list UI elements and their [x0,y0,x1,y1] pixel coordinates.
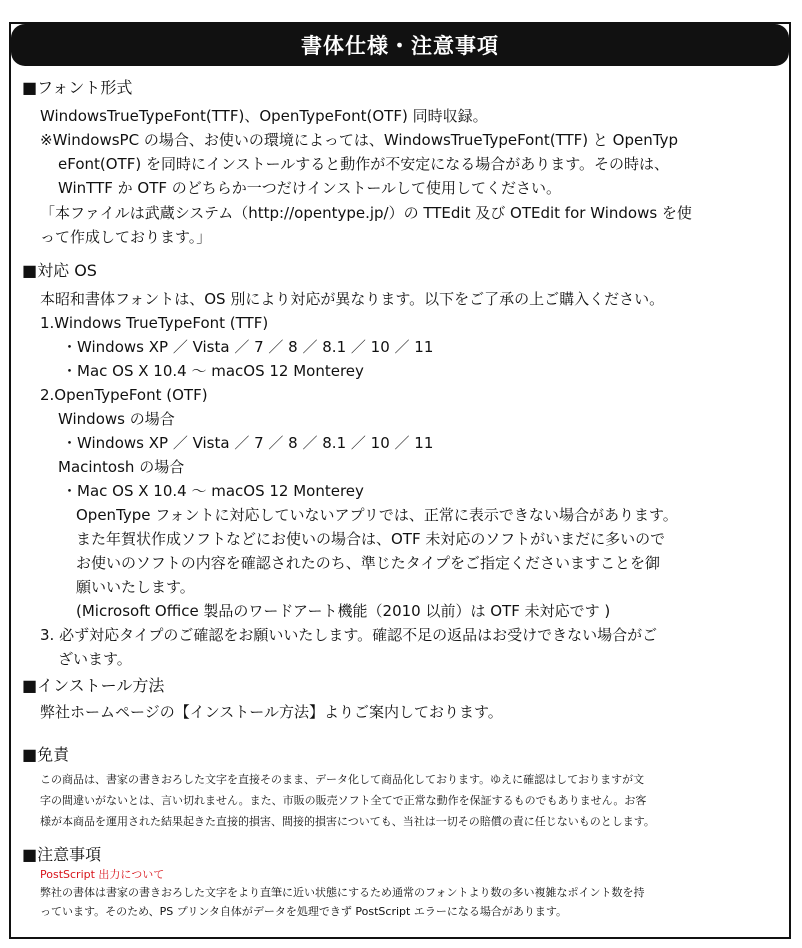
disclaimer-heading: ■免責 [22,745,70,764]
os-line: Macintosh の場合 [58,458,185,476]
os-line: ・Mac OS X 10.4 〜 macOS 12 Monterey [62,482,364,500]
font-format-line: ※WindowsPC の場合、お使いの環境によっては、WindowsTrueTypeFont(TTF) と OpenTyp [40,131,678,149]
notes-heading: ■注意事項 [22,845,102,864]
notes-line: っています。そのため、PS プリンタ自体がデータを処理できず PostScript エラーになる場合があります。 [40,905,567,918]
font-format-line: WinTTF か OTF のどちらか一つだけインストールして使用してください。 [58,179,562,197]
os-line: 本昭和書体フォントは、OS 別により対応が異なります。以下をご了承の上ご購入ください。 [40,290,665,308]
page-title: 書体仕様・注意事項 [301,34,499,58]
disclaimer-line: 字の間違いがないとは、言い切れません。また、市販の販売ソフト全てで正常な動作を保証するものでもありません。お客 [40,794,647,807]
font-format-line: 「本ファイルは武蔵システム（http://opentype.jp/）の TTEdit 及び OTEdit for Windows を使 [40,204,692,222]
font-format-line: eFont(OTF) を同時にインストールすると動作が不安定になる場合があります。その時は、 [58,155,670,173]
postscript-subheading: PostScript 出力について [40,868,165,881]
os-line: ざいます。 [58,650,132,668]
os-line: お使いのソフトの内容を確認されたのち、準じたタイプをご指定くださいますことを御 [76,554,660,572]
disclaimer-line: この商品は、書家の書きおろした文字を直接そのまま、データ化して商品化しております。ゆえに確認はしておりますが文 [40,773,645,786]
os-line: ・Windows XP ／ Vista ／ 7 ／ 8 ／ 8.1 ／ 10 ／ 11 [62,338,434,356]
disclaimer-line: 様が本商品を運用された結果起きた直接的損害、間接的損害についても、当社は一切その賠償の責に任じないものとします。 [40,815,655,828]
os-line: 1.Windows TrueTypeFont (TTF) [40,314,269,332]
os-line: 3. 必ず対応タイプのご確認をお願いいたします。確認不足の返品はお受けできない場合がご [40,626,658,644]
os-line: 2.OpenTypeFont (OTF) [40,386,208,404]
os-line: ・Mac OS X 10.4 〜 macOS 12 Monterey [62,362,364,380]
install-heading: ■インストール方法 [22,676,165,695]
os-line: 願いいたします。 [76,578,195,596]
notes-line: 弊社の書体は書家の書きおろした文字をより直筆に近い状態にするため通常のフォントより数の多い複雑なポイント数を持 [40,886,645,899]
install-line: 弊社ホームページの【インストール方法】よりご案内しております。 [40,703,503,721]
os-line: OpenType フォントに対応していないアプリでは、正常に表示できない場合があります。 [76,506,678,524]
os-line: ・Windows XP ／ Vista ／ 7 ／ 8 ／ 8.1 ／ 10 ／ 11 [62,434,434,452]
font-format-heading: ■フォント形式 [22,78,133,97]
font-format-line: WindowsTrueTypeFont(TTF)、OpenTypeFont(OTF) 同時収録。 [40,107,488,125]
os-heading: ■対応 OS [22,261,97,280]
os-line: (Microsoft Office 製品のワードアート機能（2010 以前）は OTF 未対応です ) [76,602,611,620]
title-bar [11,24,789,66]
font-format-line: って作成しております。」 [40,228,212,246]
os-line: Windows の場合 [58,410,175,428]
os-line: また年賀状作成ソフトなどにお使いの場合は、OTF 未対応のソフトがいまだに多いので [76,530,666,548]
